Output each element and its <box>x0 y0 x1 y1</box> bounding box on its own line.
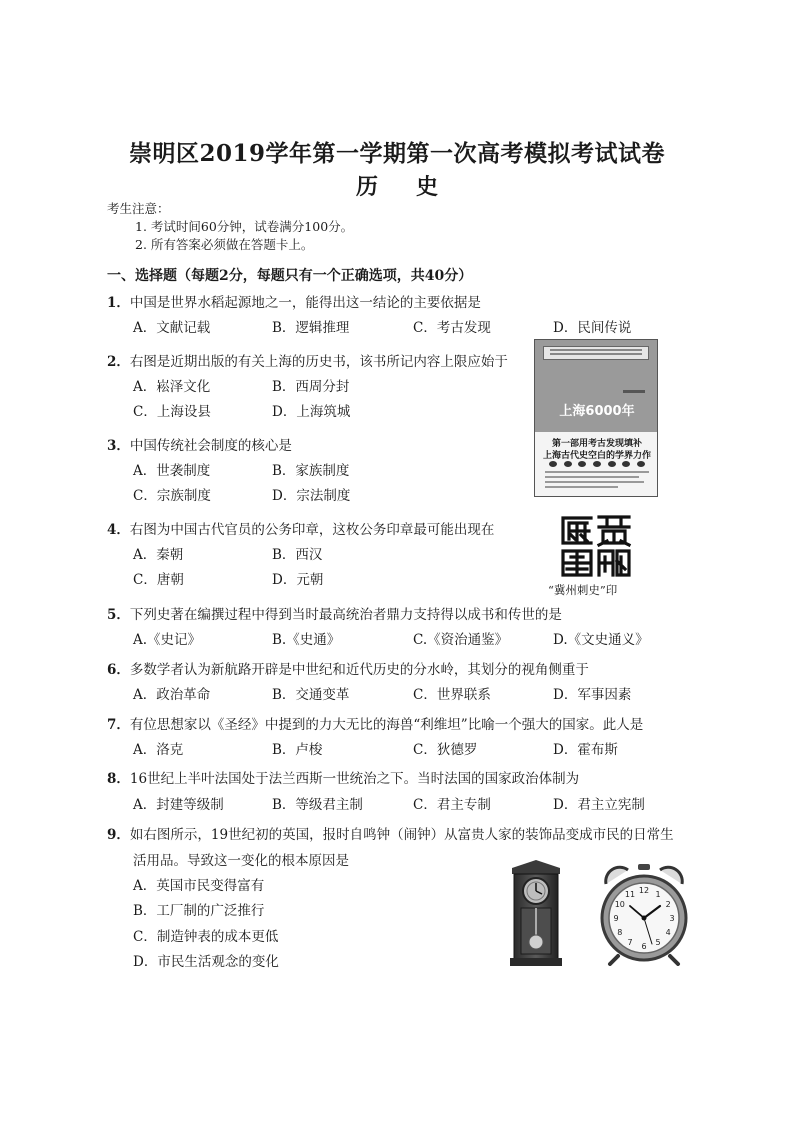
option-d: D．上海筑城 <box>272 404 351 420</box>
clock-numeral: 6 <box>641 942 647 951</box>
question-number: 3． <box>107 438 130 454</box>
option-b: B.《史通》 <box>272 632 341 648</box>
question-5 <box>107 603 562 623</box>
clock-numeral: 12 <box>638 886 650 895</box>
question-8 <box>107 767 579 787</box>
alarm-clock-image <box>598 862 690 966</box>
question-stem-continued: 活用品。导致这一变化的根本原因是 <box>133 853 349 869</box>
book-author-mark <box>623 390 645 393</box>
option-b: B．等级君主制 <box>272 797 363 813</box>
subject-title: 历史 <box>355 174 476 200</box>
option-c: C．君主专制 <box>413 797 491 813</box>
question-number: 4． <box>107 522 130 538</box>
question-number: 6． <box>107 662 130 678</box>
notice-item: 1. 考试时间60分钟，试卷满分100分。 <box>135 219 354 234</box>
clock-numeral: 10 <box>614 900 625 909</box>
question-4 <box>107 518 494 538</box>
question-stem: 中国传统社会制度的核心是 <box>129 438 292 454</box>
option-c: C．宗族制度 <box>133 488 211 504</box>
question-stem: 中国是世界水稻起源地之一，能得出这一结论的主要依据是 <box>129 295 481 311</box>
option-b: B．家族制度 <box>272 463 350 479</box>
option-c: C．考古发现 <box>413 320 491 336</box>
option-c: C．上海设县 <box>133 404 211 420</box>
option-a: A．洛克 <box>133 742 184 758</box>
question-stem: 如右图所示，19世纪初的英国，报时自鸣钟（闹钟）从富贵人家的装饰品变成市民的日常生 <box>129 827 674 843</box>
option-d: D．民间传说 <box>553 320 632 336</box>
clock-numeral: 5 <box>655 938 661 948</box>
option-a: A．世袭制度 <box>133 463 211 479</box>
seal-caption: “冀州刺史”印 <box>548 583 618 597</box>
page-title: 崇明区2019学年第一学期第一次高考模拟考试试卷 <box>128 140 665 167</box>
question-number: 5． <box>107 607 130 623</box>
question-7 <box>107 713 643 733</box>
question-stem: 右图是近期出版的有关上海的历史书，该书所记内容上限应始于 <box>129 354 508 370</box>
clock-numeral: 8 <box>617 928 623 937</box>
option-a: A．英国市民变得富有 <box>133 878 265 894</box>
clock-numeral: 7 <box>627 938 633 948</box>
option-d: D.《文史通义》 <box>553 632 649 648</box>
section-heading: 一、选择题（每题2分，每题只有一个正确选项，共40分） <box>107 268 473 284</box>
option-d: D．霍布斯 <box>553 742 618 758</box>
question-stem: 16世纪上半叶法国处于法兰西斯一世统治之下。当时法国的国家政治体制为 <box>129 771 580 787</box>
option-a: A．文献记载 <box>133 320 211 336</box>
option-d: D．元朝 <box>272 572 324 588</box>
book-title: 上海6000年 <box>559 404 635 419</box>
option-d: D．君主立宪制 <box>553 797 645 813</box>
question-stem: 右图为中国古代官员的公务印章，这枚公务印章最可能出现在 <box>129 522 495 538</box>
clock-numeral: 11 <box>624 889 636 899</box>
question-number: 2． <box>107 354 130 370</box>
book-cover-image <box>534 339 658 497</box>
option-d: D．宗法制度 <box>272 488 351 504</box>
question-3 <box>107 434 292 454</box>
option-b: B．卢梭 <box>272 742 323 758</box>
book-blurb <box>545 471 649 491</box>
option-a: A．政治革命 <box>133 687 211 703</box>
option-c: C.《资治通鉴》 <box>413 632 509 648</box>
question-9 <box>107 823 674 843</box>
option-a: A．封建等级制 <box>133 797 224 813</box>
clock-numeral: 9 <box>613 914 619 923</box>
book-artifact-row <box>549 461 645 467</box>
option-c: C．世界联系 <box>413 687 491 703</box>
notice-item: 2. 所有答案必须做在答题卡上。 <box>135 237 314 252</box>
question-number: 8． <box>107 771 130 787</box>
option-c: C．唐朝 <box>133 572 184 588</box>
book-slogan-line-2: 上海古代史空白的学界力作 <box>542 451 651 461</box>
option-a: A.《史记》 <box>133 632 202 648</box>
question-stem: 有位思想家以《圣经》中提到的力大无比的海兽“利维坦”比喻一个强大的国家。此人是 <box>129 717 644 733</box>
question-number: 7． <box>107 717 130 733</box>
seal-image <box>559 513 633 579</box>
option-b: B．工厂制的广泛推行 <box>133 903 265 919</box>
clock-numeral: 1 <box>655 889 661 899</box>
option-b: B．交通变革 <box>272 687 350 703</box>
option-d: D．市民生活观念的变化 <box>133 954 279 970</box>
option-b: B．西周分封 <box>272 379 350 395</box>
question-2 <box>107 350 508 370</box>
option-b: B．西汉 <box>272 547 323 563</box>
notice-title: 考生注意： <box>107 201 170 216</box>
clock-numeral: 3 <box>669 914 675 923</box>
option-c: C．狄德罗 <box>413 742 478 758</box>
option-a: A．崧泽文化 <box>133 379 211 395</box>
book-slogan-line-1: 第一部用考古发现填补 <box>551 439 642 449</box>
option-a: A．秦朝 <box>133 547 184 563</box>
question-1 <box>107 291 481 311</box>
question-stem: 下列史著在编撰过程中得到当时最高统治者鼎力支持得以成书和传世的是 <box>129 607 562 623</box>
book-series-label <box>543 346 649 360</box>
question-number: 1． <box>107 295 130 311</box>
question-number: 9． <box>107 827 130 843</box>
option-c: C．制造钟表的成本更低 <box>133 929 279 945</box>
option-b: B．逻辑推理 <box>272 320 350 336</box>
option-d: D．军事因素 <box>553 687 632 703</box>
pendulum-clock-image <box>500 858 572 970</box>
question-6 <box>107 658 589 678</box>
clock-numeral: 4 <box>665 928 671 937</box>
question-stem: 多数学者认为新航路开辟是中世纪和近代历史的分水岭，其划分的视角侧重于 <box>129 662 589 678</box>
clock-numeral: 2 <box>665 900 671 909</box>
